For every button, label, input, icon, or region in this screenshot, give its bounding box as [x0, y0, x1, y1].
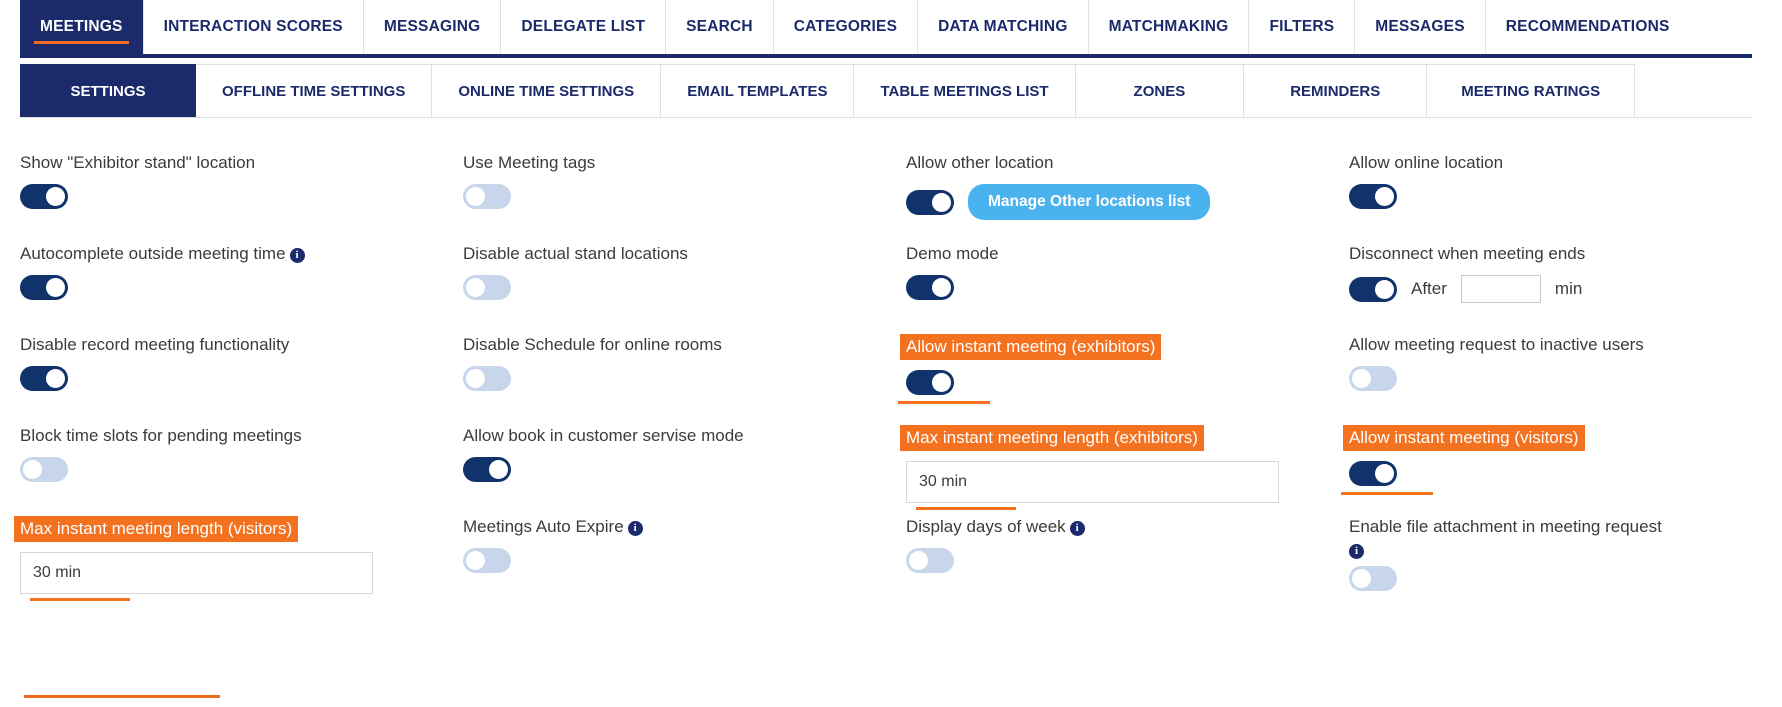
- autocomplete-outside-meeting-time-label: [20, 243, 305, 265]
- max-instant-meeting-length-visitors-input[interactable]: [20, 552, 373, 594]
- info-icon[interactable]: i: [1070, 521, 1085, 536]
- subtab-meeting-ratings[interactable]: [1427, 64, 1635, 117]
- subtab-email-templates-label: EMAIL TEMPLATES: [687, 82, 828, 100]
- disable-schedule-for-online-rooms-toggle[interactable]: [463, 366, 511, 391]
- tab-filters-label: FILTERS: [1269, 18, 1335, 35]
- meetings-auto-expire-toggle[interactable]: [463, 548, 511, 573]
- allow-book-in-customer-servise-mode-label: Allow book in customer servise mode: [463, 426, 744, 445]
- tab-categories-label: CATEGORIES: [793, 18, 898, 35]
- info-icon[interactable]: i: [628, 521, 643, 536]
- setting-disable-record-meeting-functionality: [20, 334, 463, 425]
- disconnect-after-minutes-input[interactable]: [1461, 275, 1541, 303]
- allow-book-in-customer-servise-mode-toggle[interactable]: [463, 457, 511, 482]
- active-subtab-underline: [24, 695, 220, 698]
- allow-instant-meeting-visitors-toggle[interactable]: [1349, 461, 1397, 486]
- setting-enable-file-attachment-in-meeting-request: [1349, 516, 1782, 607]
- max-instant-meeting-length-exhibitors-input[interactable]: [906, 461, 1279, 503]
- setting-max-instant-meeting-length-visitors: [20, 516, 463, 607]
- display-days-of-week-text: Display days of week: [906, 517, 1066, 536]
- toggle-knob: [1352, 369, 1371, 388]
- tab-data-matching[interactable]: [918, 0, 1088, 54]
- display-days-of-week-label: [906, 516, 1085, 538]
- meetings-auto-expire-label: [463, 516, 643, 538]
- autocomplete-outside-meeting-time-text: Autocomplete outside meeting time: [20, 244, 286, 263]
- max-instant-meeting-length-visitors-label: Max instant meeting length (visitors): [14, 516, 298, 542]
- primary-tab-bar: [20, 0, 1752, 58]
- setting-autocomplete-outside-meeting-time: [20, 243, 463, 334]
- setting-max-instant-meeting-length-exhibitors: [906, 425, 1349, 516]
- subtab-reminders-label: REMINDERS: [1290, 82, 1381, 100]
- setting-meetings-auto-expire: [463, 516, 906, 607]
- subtab-zones-label: ZONES: [1133, 82, 1186, 100]
- subtab-offline-time-settings[interactable]: [196, 64, 432, 117]
- tab-messaging[interactable]: [364, 0, 502, 54]
- setting-allow-instant-meeting-visitors: [1349, 425, 1782, 516]
- tab-matchmaking[interactable]: [1089, 0, 1250, 54]
- max-instant-meeting-length-exhibitors-input-wrap: [906, 461, 1279, 503]
- disable-record-meeting-functionality-label: Disable record meeting functionality: [20, 335, 290, 354]
- setting-display-days-of-week: [906, 516, 1349, 607]
- tab-interaction-scores[interactable]: [144, 0, 364, 54]
- subtab-online-time-settings[interactable]: [432, 64, 661, 117]
- subtab-email-templates[interactable]: [661, 64, 854, 117]
- allow-online-location-toggle[interactable]: [1349, 184, 1397, 209]
- show-exhibitor-stand-location-label: Show "Exhibitor stand" location: [20, 153, 256, 172]
- subtab-settings[interactable]: [20, 64, 196, 117]
- setting-allow-other-location: [906, 152, 1349, 243]
- manage-other-locations-list-button[interactable]: Manage Other locations list: [968, 184, 1210, 220]
- disconnect-when-meeting-ends-label: Disconnect when meeting ends: [1349, 244, 1586, 263]
- allow-online-location-label: Allow online location: [1349, 153, 1504, 172]
- setting-disconnect-when-meeting-ends: [1349, 243, 1782, 334]
- tab-search-label: SEARCH: [686, 18, 753, 35]
- tab-messages[interactable]: [1355, 0, 1485, 54]
- autocomplete-outside-meeting-time-toggle[interactable]: [20, 275, 68, 300]
- toggle-knob: [932, 373, 951, 392]
- enable-file-attachment-info-row: [1349, 542, 1770, 560]
- toggle-knob: [1375, 464, 1394, 483]
- setting-use-meeting-tags: [463, 152, 906, 243]
- settings-grid: [20, 152, 1762, 607]
- allow-other-location-toggle[interactable]: [906, 190, 954, 215]
- setting-allow-meeting-request-to-inactive-users: [1349, 334, 1782, 425]
- disable-record-meeting-functionality-toggle[interactable]: [20, 366, 68, 391]
- tab-data-matching-label: DATA MATCHING: [938, 18, 1068, 35]
- tab-meetings-label: MEETINGS: [40, 18, 123, 35]
- allow-meeting-request-to-inactive-users-toggle[interactable]: [1349, 366, 1397, 391]
- subtab-reminders[interactable]: [1244, 64, 1427, 117]
- tab-categories[interactable]: [774, 0, 918, 54]
- setting-disable-actual-stand-locations: [463, 243, 906, 334]
- use-meeting-tags-toggle[interactable]: [463, 184, 511, 209]
- toggle-knob: [466, 369, 485, 388]
- allow-instant-meeting-visitors-label: Allow instant meeting (visitors): [1343, 425, 1585, 451]
- toggle-knob: [466, 551, 485, 570]
- toggle-knob: [932, 278, 951, 297]
- tab-recommendations[interactable]: [1486, 0, 1690, 54]
- allow-instant-meeting-exhibitors-toggle-wrap: [906, 370, 954, 395]
- toggle-knob: [46, 187, 65, 206]
- tab-matchmaking-label: MATCHMAKING: [1108, 18, 1229, 35]
- toggle-knob: [489, 460, 508, 479]
- display-days-of-week-toggle[interactable]: [906, 548, 954, 573]
- allow-instant-meeting-exhibitors-toggle[interactable]: [906, 370, 954, 395]
- setting-disable-schedule-for-online-rooms: [463, 334, 906, 425]
- secondary-tab-bar: [20, 64, 1752, 118]
- minutes-unit-label: min: [1554, 279, 1583, 298]
- toggle-knob: [23, 460, 42, 479]
- after-label: After: [1411, 279, 1447, 298]
- subtab-meeting-ratings-label: MEETING RATINGS: [1461, 82, 1601, 100]
- show-exhibitor-stand-location-toggle-wrap: [20, 184, 68, 209]
- allow-other-location-label: Allow other location: [906, 153, 1054, 172]
- show-exhibitor-stand-location-toggle[interactable]: [20, 184, 68, 209]
- toggle-knob: [466, 187, 485, 206]
- setting-allow-online-location: [1349, 152, 1782, 243]
- allow-instant-meeting-exhibitors-label: Allow instant meeting (exhibitors): [900, 334, 1161, 360]
- block-time-slots-for-pending-meetings-label: Block time slots for pending meetings: [20, 426, 302, 445]
- allow-instant-meeting-visitors-toggle-wrap: [1349, 461, 1397, 486]
- toggle-knob: [1375, 280, 1394, 299]
- block-time-slots-for-pending-meetings-toggle[interactable]: [20, 457, 68, 482]
- tab-filters[interactable]: [1249, 0, 1355, 54]
- enable-file-attachment-toggle[interactable]: [1349, 566, 1397, 591]
- enable-file-attachment-label: [1349, 516, 1662, 538]
- toggle-knob: [1375, 187, 1394, 206]
- disable-actual-stand-locations-label: Disable actual stand locations: [463, 244, 688, 263]
- enable-file-attachment-text: Enable file attachment in meeting request: [1349, 517, 1662, 536]
- subtab-zones[interactable]: [1076, 64, 1245, 117]
- tab-interaction-scores-label: INTERACTION SCORES: [163, 18, 343, 35]
- demo-mode-label: Demo mode: [906, 244, 999, 263]
- info-icon[interactable]: i: [290, 248, 305, 263]
- setting-block-time-slots-for-pending-meetings: [20, 425, 463, 516]
- subtab-offline-time-settings-label: OFFLINE TIME SETTINGS: [222, 82, 406, 100]
- setting-demo-mode: [906, 243, 1349, 334]
- disable-actual-stand-locations-toggle[interactable]: [463, 275, 511, 300]
- tab-meetings[interactable]: [20, 0, 144, 54]
- disable-schedule-for-online-rooms-label: Disable Schedule for online rooms: [463, 335, 722, 354]
- toggle-knob: [46, 369, 65, 388]
- toggle-knob: [46, 278, 65, 297]
- allow-meeting-request-to-inactive-users-label: Allow meeting request to inactive users: [1349, 335, 1644, 354]
- toggle-knob: [1352, 569, 1371, 588]
- setting-show-exhibitor-stand-location: [20, 152, 463, 243]
- tab-recommendations-label: RECOMMENDATIONS: [1505, 18, 1670, 35]
- toggle-knob: [466, 278, 485, 297]
- subtab-online-time-settings-label: ONLINE TIME SETTINGS: [458, 82, 635, 100]
- subtab-table-meetings-list[interactable]: [854, 64, 1075, 117]
- tab-delegate-list-label: DELEGATE LIST: [521, 18, 646, 35]
- subtab-table-meetings-list-label: TABLE MEETINGS LIST: [880, 82, 1049, 100]
- subtab-settings-label: SETTINGS: [70, 82, 146, 100]
- setting-allow-book-in-customer-servise-mode: [463, 425, 906, 516]
- tab-messaging-label: MESSAGING: [383, 18, 481, 35]
- tab-messages-label: MESSAGES: [1375, 18, 1465, 35]
- use-meeting-tags-label: Use Meeting tags: [463, 153, 596, 172]
- toggle-knob: [932, 193, 951, 212]
- demo-mode-toggle[interactable]: [906, 275, 954, 300]
- tab-delegate-list[interactable]: [501, 0, 666, 54]
- max-instant-meeting-length-visitors-input-wrap: [20, 552, 373, 594]
- meetings-auto-expire-text: Meetings Auto Expire: [463, 517, 624, 536]
- tab-search[interactable]: [666, 0, 774, 54]
- disconnect-when-meeting-ends-toggle[interactable]: [1349, 277, 1397, 302]
- info-icon[interactable]: i: [1349, 544, 1364, 559]
- setting-allow-instant-meeting-exhibitors: [906, 334, 1349, 425]
- max-instant-meeting-length-exhibitors-label: Max instant meeting length (exhibitors): [900, 425, 1204, 451]
- toggle-knob: [909, 551, 928, 570]
